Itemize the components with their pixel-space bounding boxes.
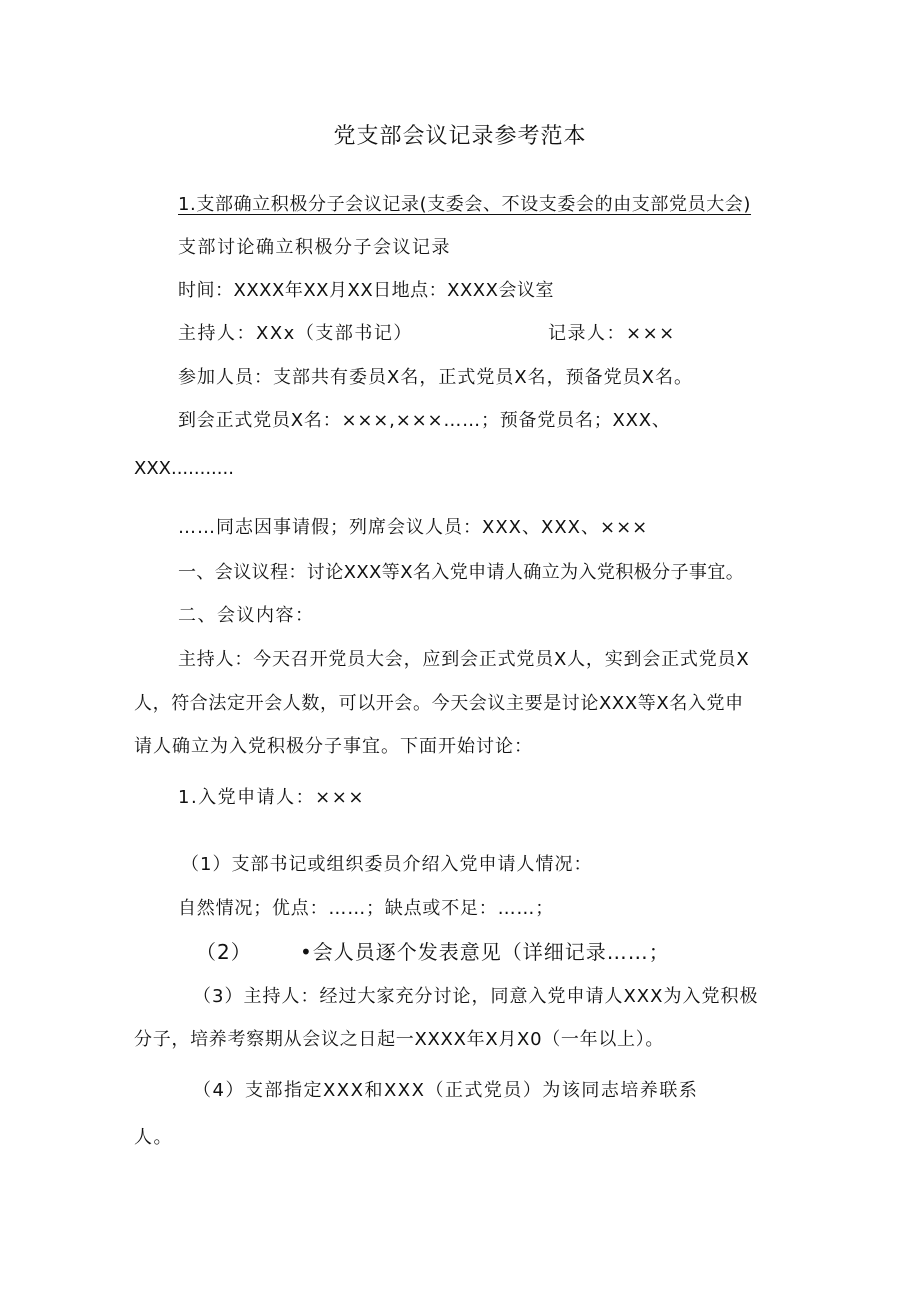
recorder-field: 记录人：××× <box>548 323 676 344</box>
step-3-line-1: （3）主持人：经过大家充分讨论，同意入党申请人XXX为入党积极 <box>193 986 759 1007</box>
record-subheading: 支部讨论确立积极分子会议记录 <box>178 237 451 258</box>
participants-line: 参加人员：支部共有委员X名，正式党员X名，预备党员X名。 <box>178 367 693 388</box>
attendees-line-1: 到会正式党员X名：×××,×××……；预备党员名；XXX、 <box>178 410 671 431</box>
applicant-line: 1.入党申请人：××× <box>178 787 365 808</box>
content-heading: 二、会议内容： <box>178 605 315 626</box>
time-location: 时间：XXXX年XX月XX日地点：XXXX会议室 <box>178 280 554 301</box>
document-title: 党支部会议记录参考范本 <box>333 124 587 149</box>
step-2-label: （2） <box>196 940 252 964</box>
host-speech-line-1: 主持人：今天召开党员大会，应到会正式党员X人，实到会正式党员X <box>178 649 750 670</box>
host-field: 主持人：XXx（支部书记） <box>178 323 413 344</box>
step-4-line-2: 人。 <box>134 1127 173 1148</box>
step-2-text: •会人员逐个发表意见（详细记录……； <box>300 940 670 964</box>
agenda-line: 一、会议议程：讨论XXX等X名入党申请人确立为入党积极分子事宜。 <box>178 562 745 583</box>
step-1-detail: 自然情况；优点：……；缺点或不足：……； <box>178 898 554 919</box>
leave-line: ……同志因事请假；列席会议人员：XXX、XXX、××× <box>178 517 649 538</box>
host-speech-line-3: 请人确立为入党积极分子事宜。下面开始讨论： <box>134 736 533 757</box>
attendees-line-2: XXX........... <box>134 458 234 479</box>
step-4-line-1: （4）支部指定XXX和XXX（正式党员）为该同志培养联系 <box>193 1080 699 1101</box>
step-1: （1）支部书记或组织委员介绍入党申请人情况： <box>181 854 593 875</box>
step-3-line-2: 分子，培养考察期从会议之日起一XXXX年X月X0（一年以上）。 <box>134 1029 665 1050</box>
section-heading: 1.支部确立积极分子会议记录(支委会、不设支委会的由支部党员大会) <box>178 194 752 215</box>
host-speech-line-2: 人，符合法定开会人数，可以开会。今天会议主要是讨论XXX等X名入党申 <box>134 693 744 714</box>
